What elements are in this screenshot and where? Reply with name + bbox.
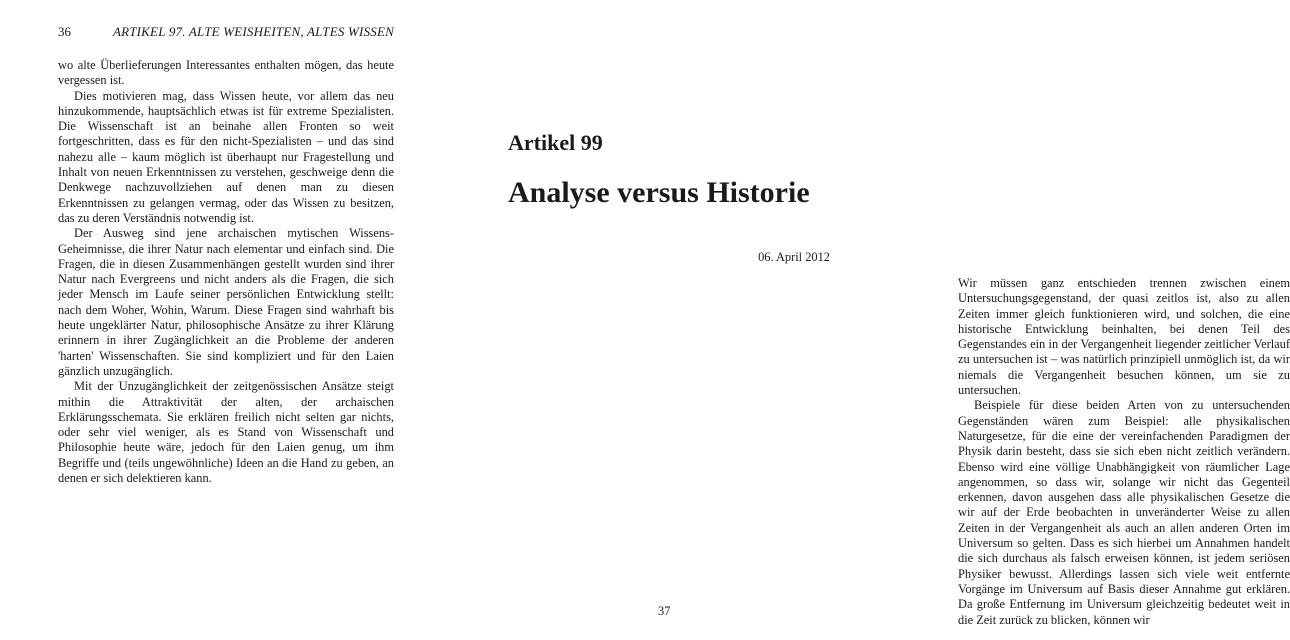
paragraph: Dies motivieren mag, dass Wissen heute, vor allem das neu hinzukommende, hauptsächlich etwas ist für extreme Spezialisten. Die Wissenschaft ist an beinahe allen Fronten so weit fortgeschritten, dass es für den nicht-Spezialisten – und das sind nahezu alle – kaum möglich ist überhaupt nur Fragestellung und Inhalt von neuen Erkenntnissen zu verstehen, geschweige denn die Denkwege nachzuvollziehen auf denen man zu diesen Erkenntnissen zu gelangen vermag, oder das Wissen zu besitzen, das zu deren Verständnis notwendig ist. <box>58 88 394 225</box>
left-page <box>0 0 450 640</box>
running-header-title: ARTIKEL 97. ALTE WEISHEITEN, ALTES WISSEN <box>112 24 394 39</box>
right-page <box>450 0 900 640</box>
paragraph: wo alte Überlieferungen Interessantes enthalten mögen, das heute vergessen ist. <box>58 58 394 88</box>
right-body-text <box>958 276 1290 628</box>
article-label: Artikel 99 <box>508 130 603 155</box>
article-title: Analyse versus Historie <box>508 176 810 209</box>
left-page-number: 36 <box>58 24 71 39</box>
left-body-text <box>58 58 394 486</box>
paragraph: Mit der Unzugänglichkeit der zeitgenössischen Ansätze steigt mithin die Attraktivität der alten, der archaischen Erklärungsschemata. Sie erklären freilich nicht selten gar nichts, oder sehr viel weniger, als es Stand von Wissenschaft und Philosophie heute wäre, jedoch für den Laien genug, um ihm Begriffe und (teils ungewöhnliche) Ideen an die Hand zu geben, an denen er sich delektieren kann. <box>58 379 394 486</box>
paragraph: Wir müssen ganz entschieden trennen zwischen einem Untersuchungsgegenstand, der quasi zeitlos ist, also zu allen Zeiten immer gleich funktionieren wird, und solchen, die eine historische Entwicklung beinhalten, bei denen Teil des Gegenstandes ein in der Vergangenheit liegender zeitlicher Verlauf zu untersuchen ist – was natürlich prinzipiell unmöglich ist, da wir niemals die Vergangenheit besuchen können, um sie zu untersuchen. <box>958 276 1290 398</box>
paragraph: Beispiele für diese beiden Arten von zu untersuchenden Gegenständen wären zum Beispiel: alle physikalischen Naturgesetze, für die eine der vereinfachenden Paradigmen der Physik darin besteht, dass sie sich eben nicht zeitlich verändern. Ebenso wird eine völlige Unabhängigkeit von räumlicher Lage angenommen, so dass wir, solange wir nicht das Gegenteil erkennen, davon ausgehen dass alle physikalischen Gesetze die wir auf der Erde beobachten in unveränderter Weise zu allen Zeiten in der Vergangenheit als auch an allen anderen Orten im Universum so gelten. Dass es sich hierbei um Annahmen handelt die sich durchaus als falsch erweisen können, ist jedem seriösen Physiker bewusst. Allerdings lassen sich viele weit entfernte Vorgänge im Universum auf Basis dieser Annahme gut erklären. Da große Entfernung im Universum gleichzeitig bedeutet weit in die Zeit zurück zu blicken, können wir <box>958 398 1290 627</box>
left-running-header <box>58 24 394 42</box>
paragraph: Der Ausweg sind jene archaischen mytischen Wissens-Geheimnisse, die ihrer Natur nach elementar und einfach sind. Die Fragen, die in diesen Zusammenhängen gestellt wurden sind ihrer Natur nach Evergreens und nicht anders als die Fragen, die sich jeder Mensch im Laufe seiner persönlichen Entwicklung stellt: nach dem Woher, Wohin, Warum. Diese Fragen sind wahrhaft bis heute ungeklärter Natur, philosophische Ansätze zu ihrer Klärung erinnern in ihrer Zugänglichkeit an die Probleme der anderen 'harten' Wissenschaften. Sie sind kompliziert und für den Laien gänzlich unzugänglich. <box>58 226 394 378</box>
article-date: 06. April 2012 <box>758 250 830 264</box>
right-page-number: 37 <box>658 604 671 618</box>
